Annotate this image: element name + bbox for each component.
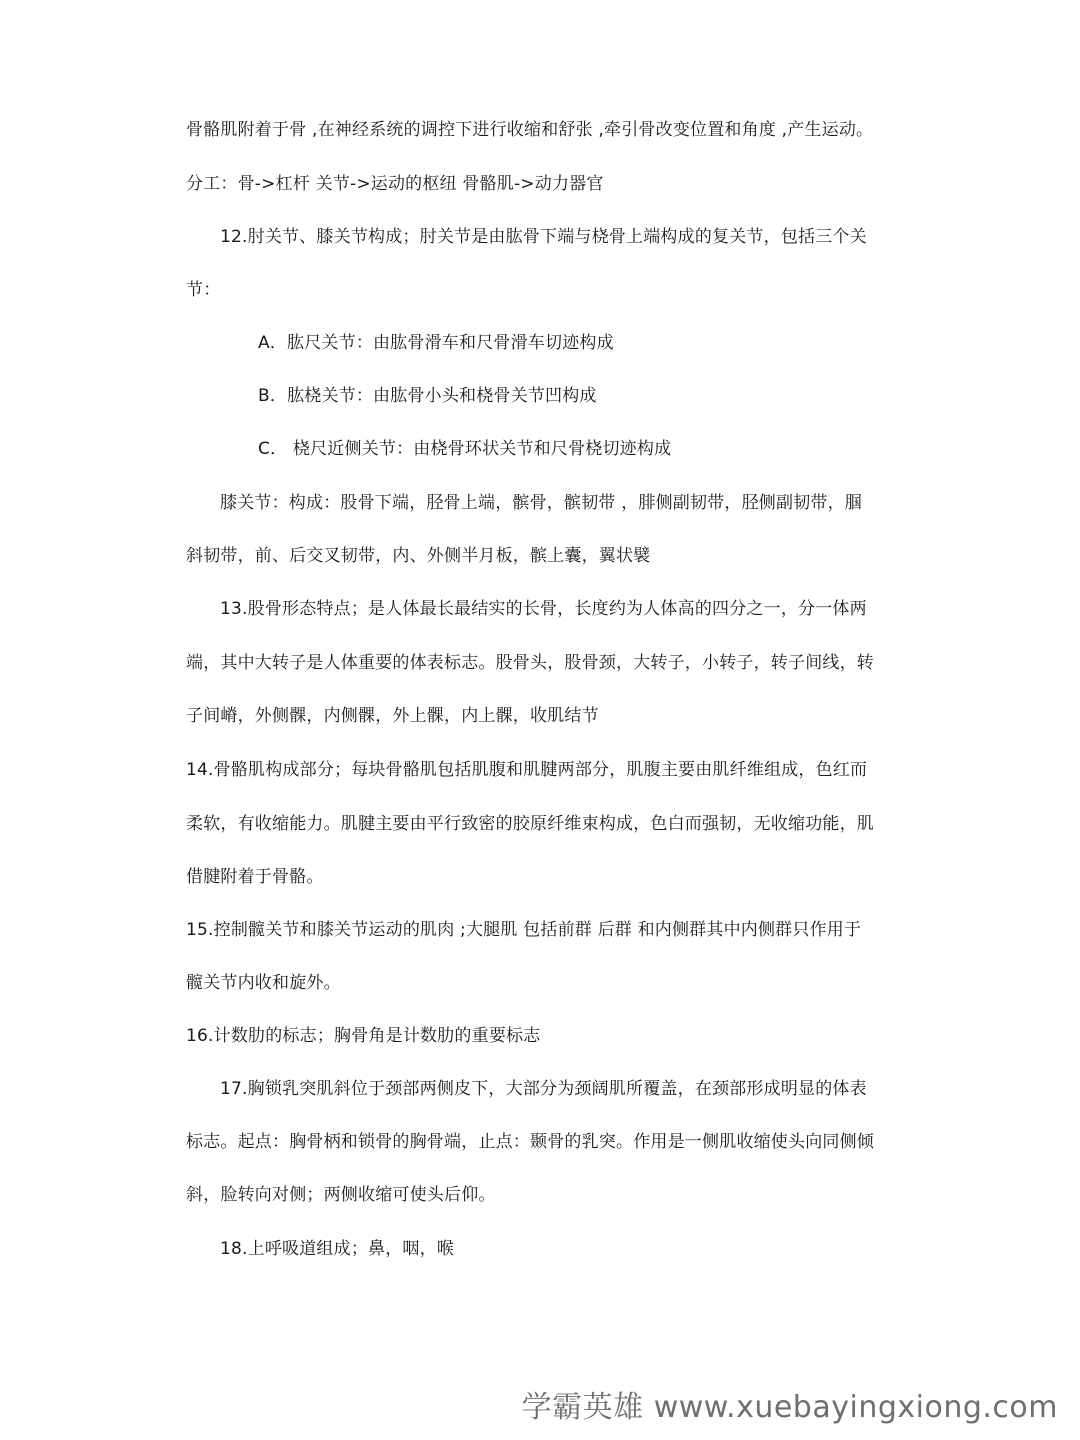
text-line: 分工：骨->杠杆 关节->运动的枢纽 骨骼肌->动力器官 [186, 174, 604, 194]
text-line: 骨骼肌附着于骨 ,在神经系统的调控下进行收缩和舒张 ,牵引骨改变位置和角度 ,产生运动。 [186, 120, 874, 140]
text-line: 斜，脸转向对侧；两侧收缩可使头后仰。 [186, 1185, 496, 1205]
text-line: A．肱尺关节：由肱骨滑车和尺骨滑车切迹构成 [258, 333, 614, 353]
text-line: 18.上呼吸道组成；鼻，咽，喉 [220, 1239, 455, 1259]
text-line: C． 桡尺近侧关节：由桡骨环状关节和尺骨桡切迹构成 [258, 439, 672, 459]
text-line: 膝关节：构成：股骨下端，胫骨上端，髌骨，髌韧带 ，腓侧副韧带，胫侧副韧带，腘 [220, 493, 863, 513]
text-line: 15.控制髋关节和膝关节运动的肌肉 ;大腿肌 包括前群 后群 和内侧群其中内侧群只作用于 [186, 920, 862, 940]
text-line: 13.股骨形态特点；是人体最长最结实的长骨，长度约为人体高的四分之一，分一体两 [220, 599, 867, 619]
text-line: 借腱附着于骨骼。 [186, 867, 324, 887]
text-line: 17.胸锁乳突肌斜位于颈部两侧皮下，大部分为颈阔肌所覆盖，在颈部形成明显的体表 [220, 1079, 867, 1099]
text-line: 斜韧带，前、后交叉韧带，内、外侧半月板，髌上囊，翼状襞 [186, 546, 651, 566]
text-line: 12.肘关节、膝关节构成；肘关节是由肱骨下端与桡骨上端构成的复关节，包括三个关 [220, 227, 867, 247]
text-line: 节： [186, 280, 221, 300]
text-line: 柔软，有收缩能力。肌腱主要由平行致密的胶原纤维束构成，色白而强韧，无收缩功能，肌 [186, 814, 874, 834]
text-line: 端，其中大转子是人体重要的体表标志。股骨头，股骨颈，大转子，小转子，转子间线，转 [186, 653, 874, 673]
site-watermark: 学霸英雄 www.xuebayingxiong.com [521, 1390, 1058, 1425]
text-line: 14.骨骼肌构成部分；每块骨骼肌包括肌腹和肌腱两部分，肌腹主要由肌纤维组成，色红而 [186, 760, 868, 780]
text-line: 子间嵴，外侧髁，内侧髁，外上髁，内上髁，收肌结节 [186, 706, 599, 726]
text-line: B．肱桡关节：由肱骨小头和桡骨关节凹构成 [258, 386, 597, 406]
text-line: 16.计数肋的标志；胸骨角是计数肋的重要标志 [186, 1026, 541, 1046]
text-line: 标志。起点：胸骨柄和锁骨的胸骨端，止点：颞骨的乳突。作用是一侧肌收缩使头向同侧倾 [186, 1132, 874, 1152]
text-line: 髋关节内收和旋外。 [186, 973, 341, 993]
